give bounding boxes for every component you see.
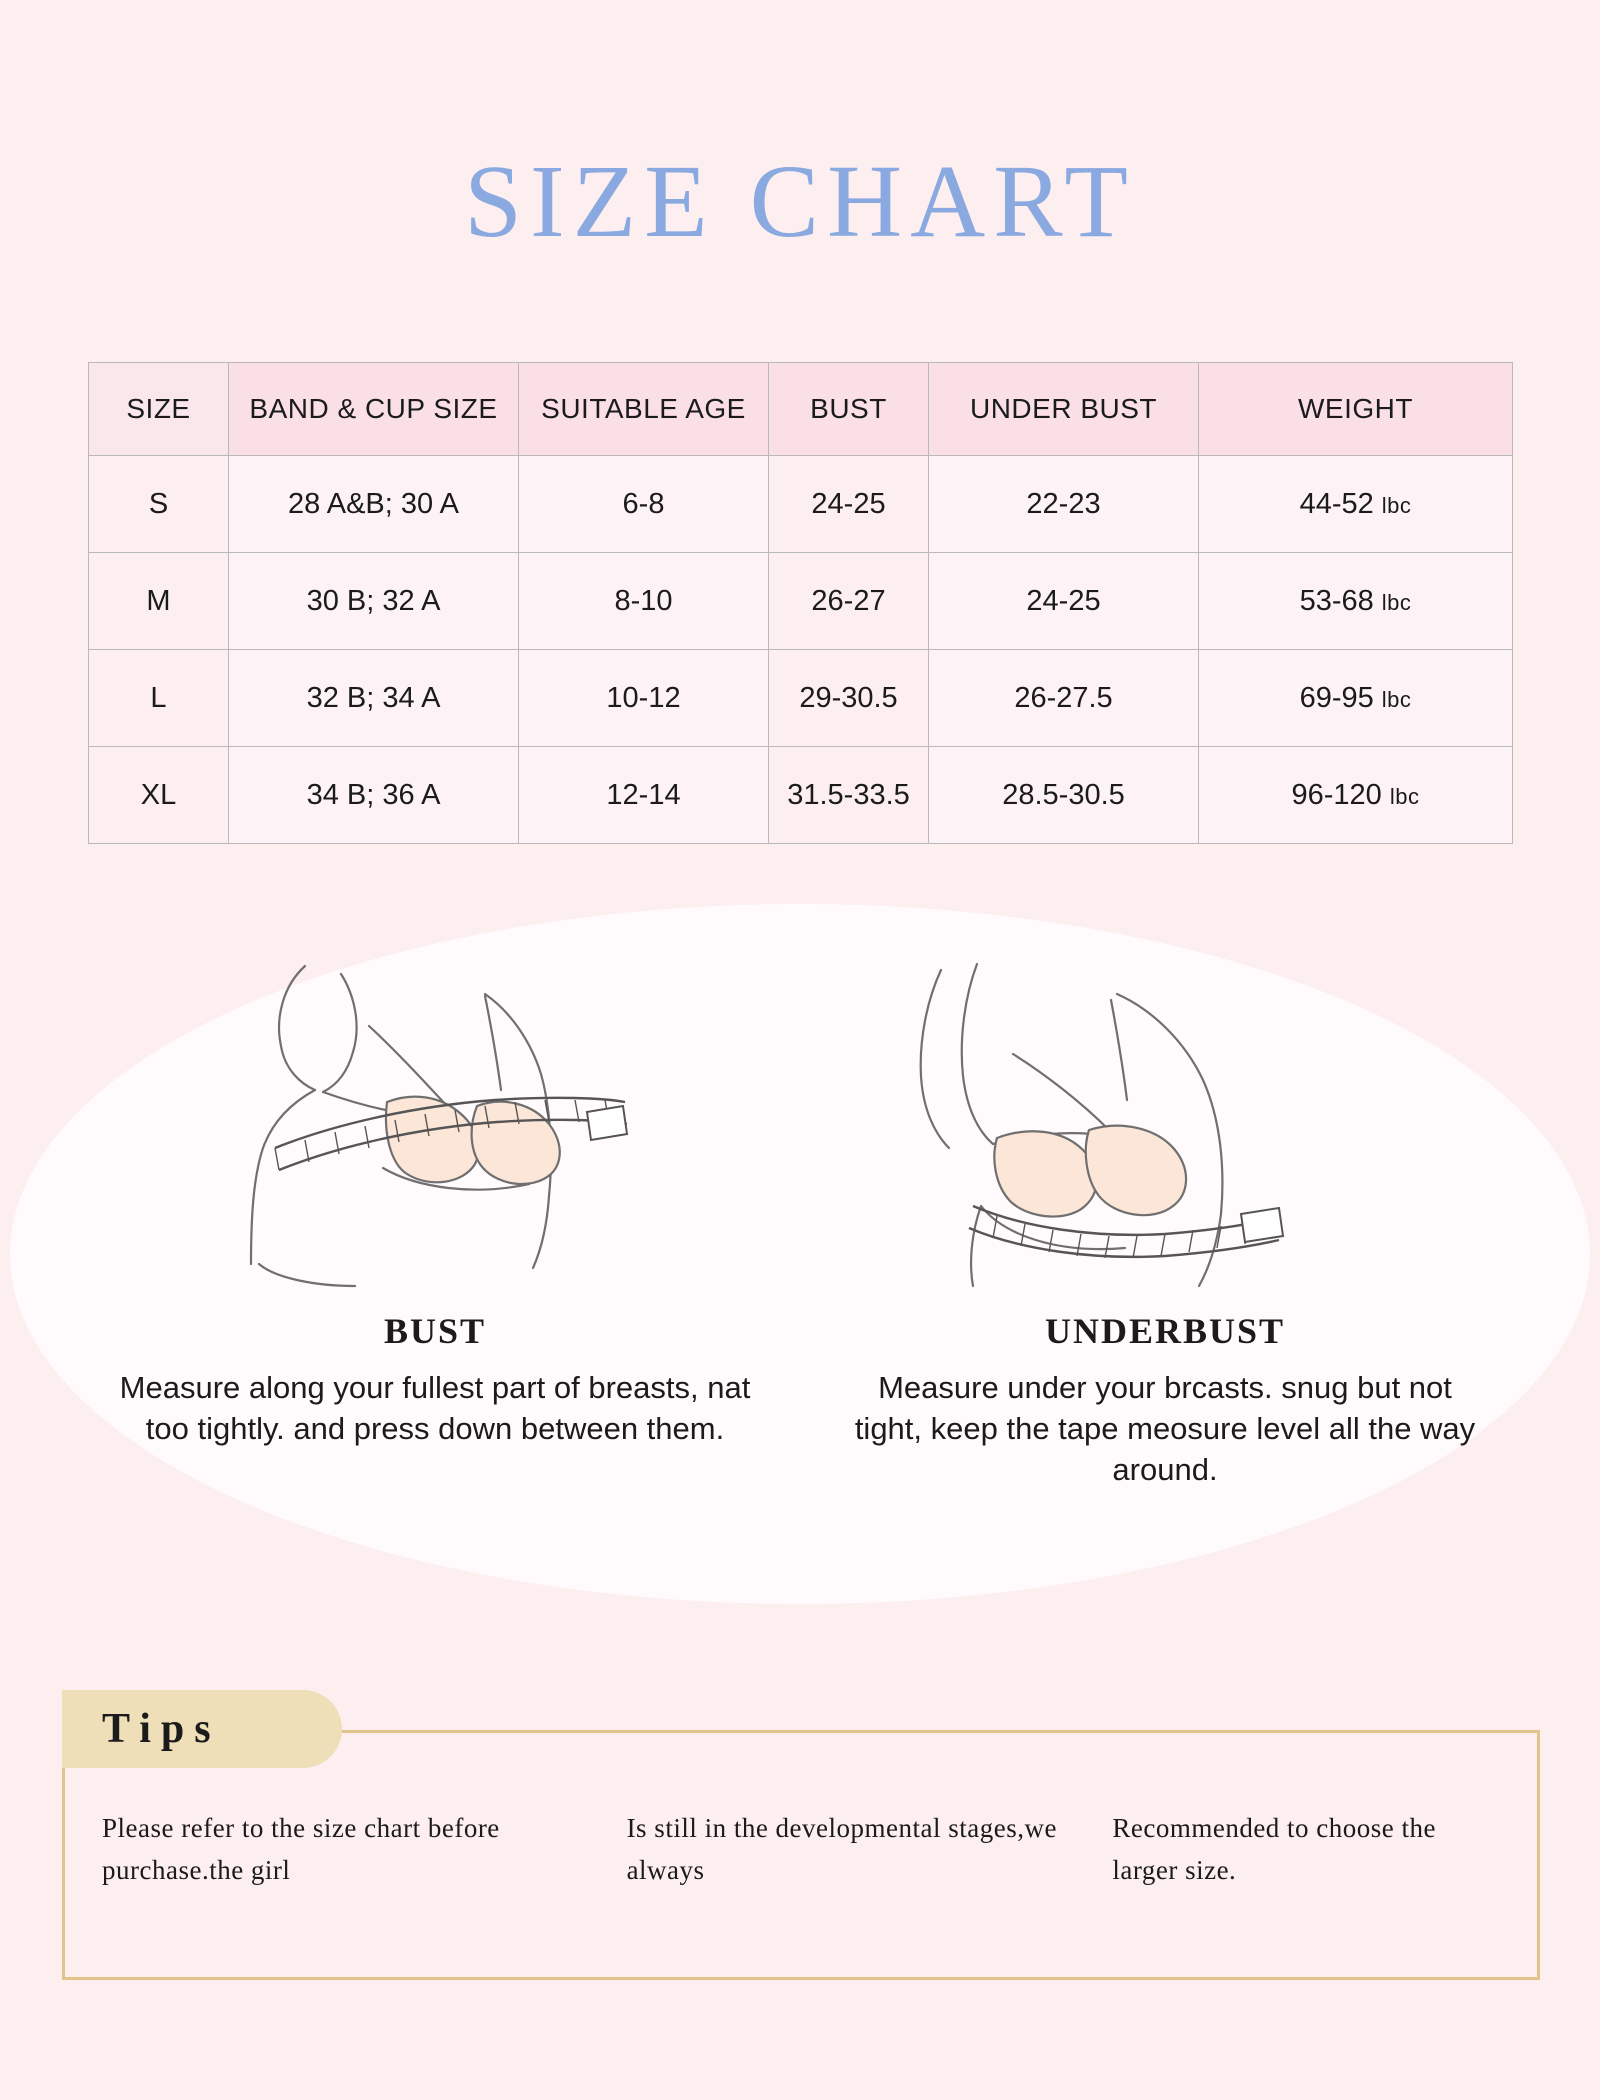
cell-under-bust: 22-23	[929, 456, 1199, 553]
cell-bust: 24-25	[769, 456, 929, 553]
bust-measure-illustration	[155, 934, 715, 1304]
cell-bust: 26-27	[769, 553, 929, 650]
tip-item: Is still in the developmental stages,we always	[626, 1813, 1057, 1885]
weight-unit: lbc	[1381, 589, 1412, 615]
column-header-under-bust: UNDER BUST	[929, 363, 1199, 456]
cell-size: S	[89, 456, 229, 553]
cell-band-cup: 30 B; 32 A	[229, 553, 519, 650]
cell-size: XL	[89, 747, 229, 844]
bust-guide-description: Measure along your fullest part of breasts, nat too tightly. and press down between them.	[119, 1370, 751, 1446]
cell-size: M	[89, 553, 229, 650]
cell-age: 12-14	[519, 747, 769, 844]
cell-size: L	[89, 650, 229, 747]
cell-bust: 29-30.5	[769, 650, 929, 747]
table-row	[89, 747, 1513, 844]
table-body	[89, 456, 1513, 844]
table-header	[89, 363, 1513, 456]
table-row	[89, 650, 1513, 747]
illustration-row	[0, 904, 1600, 1491]
tips-section	[62, 1690, 1540, 1990]
cell-under-bust: 26-27.5	[929, 650, 1199, 747]
cell-band-cup: 34 B; 36 A	[229, 747, 519, 844]
cell-weight	[1199, 553, 1513, 650]
tips-heading: Tips	[102, 1706, 221, 1752]
tips-tab	[62, 1690, 342, 1768]
weight-unit: lbc	[1389, 783, 1420, 809]
cell-band-cup: 28 A&B; 30 A	[229, 456, 519, 553]
cell-under-bust: 24-25	[929, 553, 1199, 650]
bust-guide	[115, 934, 755, 1491]
cell-weight	[1199, 747, 1513, 844]
size-table-wrapper	[88, 362, 1512, 844]
tip-item: Recommended to choose the larger size.	[1112, 1813, 1437, 1885]
cell-band-cup: 32 B; 34 A	[229, 650, 519, 747]
column-header-bust: BUST	[769, 363, 929, 456]
column-header-band-cup-size: BAND & CUP SIZE	[229, 363, 519, 456]
underbust-guide-label: UNDERBUST	[1044, 1311, 1286, 1351]
cell-weight	[1199, 650, 1513, 747]
tips-columns	[62, 1808, 1540, 1892]
column-header-suitable-age: SUITABLE AGE	[519, 363, 769, 456]
page-title: SIZE CHART	[464, 144, 1136, 259]
underbust-guide-description: Measure under your brcasts. snug but not tight, keep the tape meosure level all the way around.	[854, 1370, 1476, 1487]
weight-value: 96-120	[1291, 778, 1382, 811]
weight-value: 53-68	[1299, 584, 1374, 617]
cell-age: 10-12	[519, 650, 769, 747]
bust-guide-label: BUST	[383, 1311, 487, 1351]
weight-unit: lbc	[1381, 686, 1412, 712]
weight-value: 44-52	[1299, 487, 1374, 520]
underbust-guide	[845, 934, 1485, 1491]
table-header-row	[89, 363, 1513, 456]
table-row	[89, 456, 1513, 553]
underbust-measure-illustration	[885, 934, 1445, 1304]
column-header-size: SIZE	[89, 363, 229, 456]
cell-bust: 31.5-33.5	[769, 747, 929, 844]
weight-unit: lbc	[1381, 492, 1412, 518]
weight-value: 69-95	[1299, 681, 1374, 714]
cell-weight	[1199, 456, 1513, 553]
cell-under-bust: 28.5-30.5	[929, 747, 1199, 844]
cell-age: 6-8	[519, 456, 769, 553]
tip-item: Please refer to the size chart before purchase.the girl	[102, 1813, 500, 1885]
column-header-weight: WEIGHT	[1199, 363, 1513, 456]
size-table	[88, 362, 1513, 844]
measurement-illustrations	[0, 904, 1600, 1604]
table-row	[89, 553, 1513, 650]
cell-age: 8-10	[519, 553, 769, 650]
